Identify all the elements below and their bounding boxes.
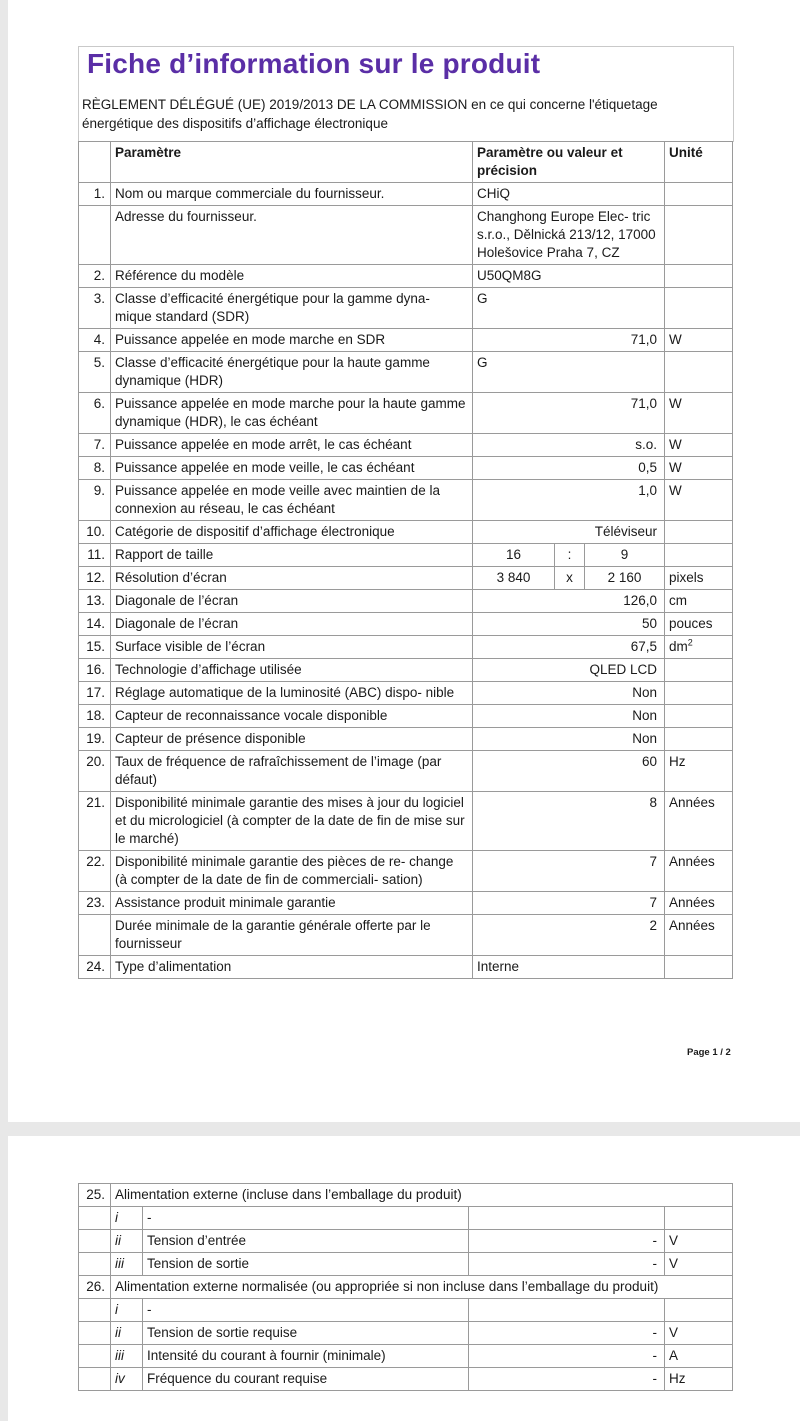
row-unit-text: W <box>669 460 682 475</box>
sub-row-label: Tension de sortie <box>143 1253 469 1276</box>
sub-row-value: - <box>469 1253 665 1276</box>
sub-row-spacer <box>79 1368 111 1391</box>
row-parameter: Capteur de reconnaissance vocale disponible <box>111 705 473 728</box>
row-value: 50 <box>473 613 665 636</box>
sub-row-label: Fréquence du courant requise <box>143 1368 469 1391</box>
table-row <box>79 728 733 751</box>
row-number: 17. <box>79 682 111 705</box>
row-unit <box>665 751 733 792</box>
row-value: 71,0 <box>473 393 665 434</box>
row-parameter: Résolution d’écran <box>111 567 473 590</box>
row-parameter: Disponibilité minimale garantie des pièces de re- change (à compter de la date de fin de commerciali- sation) <box>111 851 473 892</box>
row-value: 71,0 <box>473 329 665 352</box>
row-value-separator: x <box>555 567 585 590</box>
row-unit-text: Années <box>669 918 715 933</box>
row-number <box>79 206 111 265</box>
table-header-row <box>79 142 733 183</box>
table-row <box>79 393 733 434</box>
table-row <box>79 544 733 567</box>
sub-row-unit <box>665 1299 733 1322</box>
sub-row-unit: V <box>665 1253 733 1276</box>
row-unit <box>665 567 733 590</box>
row-parameter: Classe d’efficacité énergétique pour la gamme dyna- mique standard (SDR) <box>111 288 473 329</box>
row-unit-text: pouces <box>669 616 713 631</box>
row-number: 5. <box>79 352 111 393</box>
table-row <box>79 329 733 352</box>
row-value: 0,5 <box>473 457 665 480</box>
row-parameter: Durée minimale de la garantie générale offerte par le fournisseur <box>111 915 473 956</box>
row-unit <box>665 329 733 352</box>
sub-row-roman: i <box>111 1299 143 1322</box>
row-unit-text: W <box>669 437 682 452</box>
row-unit <box>665 956 733 979</box>
row-value: 7 <box>473 851 665 892</box>
row-number: 3. <box>79 288 111 329</box>
row-number: 21. <box>79 792 111 851</box>
row-number: 16. <box>79 659 111 682</box>
row-value: G <box>473 352 665 393</box>
sub-row-spacer <box>79 1253 111 1276</box>
row-parameter: Assistance produit minimale garantie <box>111 892 473 915</box>
row-value: 67,5 <box>473 636 665 659</box>
table-row <box>79 792 733 851</box>
row-value: 2 <box>473 915 665 956</box>
table-row <box>79 956 733 979</box>
header-value: Paramètre ou valeur et précision <box>473 142 665 183</box>
row-unit <box>665 613 733 636</box>
row-value: Non <box>473 705 665 728</box>
row-unit <box>665 892 733 915</box>
table-row <box>79 288 733 329</box>
row-unit-superscript: 2 <box>687 637 693 648</box>
row-value: Interne <box>473 956 665 979</box>
row-unit <box>665 457 733 480</box>
table-row <box>79 521 733 544</box>
table-row <box>79 613 733 636</box>
section-number: 25. <box>79 1184 111 1207</box>
row-number: 8. <box>79 457 111 480</box>
row-parameter: Nom ou marque commerciale du fournisseur. <box>111 183 473 206</box>
table-row <box>79 705 733 728</box>
sub-row <box>79 1368 733 1391</box>
row-unit <box>665 590 733 613</box>
row-value: Changhong Europe Elec- tric s.r.o., Dělnická 213/12, 17000 Holešovice Praha 7, CZ <box>473 206 665 265</box>
row-unit <box>665 915 733 956</box>
sub-row-value: - <box>469 1345 665 1368</box>
sub-row-unit: V <box>665 1322 733 1345</box>
row-number: 24. <box>79 956 111 979</box>
row-unit <box>665 544 733 567</box>
row-value: 7 <box>473 892 665 915</box>
section-title: Alimentation externe (incluse dans l’emballage du produit) <box>111 1184 733 1207</box>
table-row <box>79 682 733 705</box>
sub-row <box>79 1230 733 1253</box>
sub-row-roman: iii <box>111 1253 143 1276</box>
row-unit <box>665 521 733 544</box>
row-parameter: Diagonale de l’écran <box>111 613 473 636</box>
row-parameter: Puissance appelée en mode marche pour la haute gamme dynamique (HDR), le cas échéant <box>111 393 473 434</box>
row-value: G <box>473 288 665 329</box>
row-number: 7. <box>79 434 111 457</box>
row-value-a: 16 <box>473 544 555 567</box>
row-value: s.o. <box>473 434 665 457</box>
row-value: Téléviseur <box>473 521 665 544</box>
row-unit <box>665 393 733 434</box>
row-number: 1. <box>79 183 111 206</box>
row-value: Non <box>473 682 665 705</box>
document-title: Fiche d’information sur le produit <box>87 48 541 79</box>
sub-row-label: Tension d’entrée <box>143 1230 469 1253</box>
row-parameter: Surface visible de l’écran <box>111 636 473 659</box>
table-row <box>79 567 733 590</box>
sub-row-spacer <box>79 1345 111 1368</box>
row-parameter: Catégorie de dispositif d’affichage électronique <box>111 521 473 544</box>
sub-row-roman: ii <box>111 1322 143 1345</box>
row-number: 6. <box>79 393 111 434</box>
row-unit <box>665 851 733 892</box>
document-subtitle: RÈGLEMENT DÉLÉGUÉ (UE) 2019/2013 DE LA COMMISSION en ce qui concerne l'étiquetage énergétique des dispositifs d’affichage électronique <box>82 97 658 131</box>
row-unit <box>665 288 733 329</box>
sub-row-spacer <box>79 1230 111 1253</box>
sub-row-roman: iii <box>111 1345 143 1368</box>
header-param: Paramètre <box>111 142 473 183</box>
table-row <box>79 352 733 393</box>
row-unit <box>665 792 733 851</box>
sub-row-spacer <box>79 1207 111 1230</box>
row-value: Non <box>473 728 665 751</box>
row-parameter: Référence du modèle <box>111 265 473 288</box>
page-number: Page 1 / 2 <box>687 1047 731 1058</box>
row-value: 60 <box>473 751 665 792</box>
sub-row-value: - <box>469 1322 665 1345</box>
row-value: CHiQ <box>473 183 665 206</box>
sub-row <box>79 1345 733 1368</box>
sub-row-spacer <box>79 1299 111 1322</box>
row-parameter: Puissance appelée en mode arrêt, le cas échéant <box>111 434 473 457</box>
row-number: 9. <box>79 480 111 521</box>
sub-row <box>79 1299 733 1322</box>
section-title: Alimentation externe normalisée (ou appropriée si non incluse dans l’emballage du produit) <box>111 1276 733 1299</box>
row-number: 13. <box>79 590 111 613</box>
row-number: 15. <box>79 636 111 659</box>
sub-row-roman: iv <box>111 1368 143 1391</box>
row-number: 4. <box>79 329 111 352</box>
sub-row-label: Intensité du courant à fournir (minimale) <box>143 1345 469 1368</box>
table-row <box>79 659 733 682</box>
row-number <box>79 915 111 956</box>
row-unit-text: Hz <box>669 754 686 769</box>
table-row <box>79 457 733 480</box>
row-value-separator: : <box>555 544 585 567</box>
table-row <box>79 183 733 206</box>
row-unit <box>665 183 733 206</box>
row-value-b: 9 <box>585 544 665 567</box>
sub-row-unit: A <box>665 1345 733 1368</box>
row-parameter: Type d’alimentation <box>111 956 473 979</box>
row-value: U50QM8G <box>473 265 665 288</box>
row-number: 14. <box>79 613 111 636</box>
row-parameter: Diagonale de l’écran <box>111 590 473 613</box>
header-num-cell <box>79 142 111 183</box>
row-unit <box>665 480 733 521</box>
row-unit <box>665 434 733 457</box>
row-value: 8 <box>473 792 665 851</box>
sub-row-value: - <box>469 1230 665 1253</box>
row-value-a: 3 840 <box>473 567 555 590</box>
row-value: QLED LCD <box>473 659 665 682</box>
sub-row-roman: i <box>111 1207 143 1230</box>
sub-row-unit <box>665 1207 733 1230</box>
table-row <box>79 480 733 521</box>
table-row <box>79 265 733 288</box>
table-row <box>79 206 733 265</box>
row-number: 23. <box>79 892 111 915</box>
row-unit-text: cm <box>669 593 687 608</box>
row-unit <box>665 352 733 393</box>
external-power-table <box>78 1183 733 1391</box>
row-number: 19. <box>79 728 111 751</box>
row-number: 22. <box>79 851 111 892</box>
table-row <box>79 892 733 915</box>
sub-row-unit: V <box>665 1230 733 1253</box>
sub-row-label: - <box>143 1207 469 1230</box>
header-unit: Unité <box>665 142 733 183</box>
row-unit-text: W <box>669 483 682 498</box>
sub-row <box>79 1207 733 1230</box>
row-number: 20. <box>79 751 111 792</box>
sub-row-label: Tension de sortie requise <box>143 1322 469 1345</box>
table-row <box>79 590 733 613</box>
row-unit-text: dm <box>669 639 688 654</box>
sub-row-label: - <box>143 1299 469 1322</box>
row-unit-text: Années <box>669 795 715 810</box>
row-parameter: Disponibilité minimale garantie des mises à jour du logiciel et du micrologiciel (à compter de la date de fin de mise sur le marché) <box>111 792 473 851</box>
table-row <box>79 751 733 792</box>
row-parameter: Taux de fréquence de rafraîchissement de l’image (par défaut) <box>111 751 473 792</box>
row-parameter: Réglage automatique de la luminosité (ABC) dispo- nible <box>111 682 473 705</box>
row-number: 11. <box>79 544 111 567</box>
row-unit-text: Années <box>669 895 715 910</box>
sub-row-value: - <box>469 1368 665 1391</box>
row-value-b: 2 160 <box>585 567 665 590</box>
row-parameter: Technologie d’affichage utilisée <box>111 659 473 682</box>
table-row <box>79 851 733 892</box>
row-parameter: Puissance appelée en mode veille avec maintien de la connexion au réseau, le cas échéant <box>111 480 473 521</box>
row-unit <box>665 206 733 265</box>
row-unit-text: W <box>669 396 682 411</box>
section-header-row <box>79 1276 733 1299</box>
sub-row-roman: ii <box>111 1230 143 1253</box>
row-unit <box>665 705 733 728</box>
table-row <box>79 915 733 956</box>
row-unit-text: W <box>669 332 682 347</box>
table-row <box>79 434 733 457</box>
row-unit-text: pixels <box>669 570 704 585</box>
sub-row <box>79 1322 733 1345</box>
table-row <box>79 636 733 659</box>
row-parameter: Classe d’efficacité énergétique pour la haute gamme dynamique (HDR) <box>111 352 473 393</box>
row-parameter: Puissance appelée en mode marche en SDR <box>111 329 473 352</box>
row-unit-text: Années <box>669 854 715 869</box>
row-number: 10. <box>79 521 111 544</box>
row-number: 12. <box>79 567 111 590</box>
row-parameter: Capteur de présence disponible <box>111 728 473 751</box>
section-header-row <box>79 1184 733 1207</box>
row-unit <box>665 265 733 288</box>
row-unit <box>665 636 733 659</box>
row-value: 1,0 <box>473 480 665 521</box>
row-unit <box>665 659 733 682</box>
row-number: 18. <box>79 705 111 728</box>
row-unit <box>665 682 733 705</box>
sub-row-value <box>469 1207 665 1230</box>
row-parameter: Puissance appelée en mode veille, le cas échéant <box>111 457 473 480</box>
section-number: 26. <box>79 1276 111 1299</box>
row-value: 126,0 <box>473 590 665 613</box>
row-unit <box>665 728 733 751</box>
row-number: 2. <box>79 265 111 288</box>
sub-row-unit: Hz <box>665 1368 733 1391</box>
sub-row-spacer <box>79 1322 111 1345</box>
sub-row-value <box>469 1299 665 1322</box>
row-parameter: Adresse du fournisseur. <box>111 206 473 265</box>
row-parameter: Rapport de taille <box>111 544 473 567</box>
product-info-table <box>78 141 733 979</box>
sub-row <box>79 1253 733 1276</box>
